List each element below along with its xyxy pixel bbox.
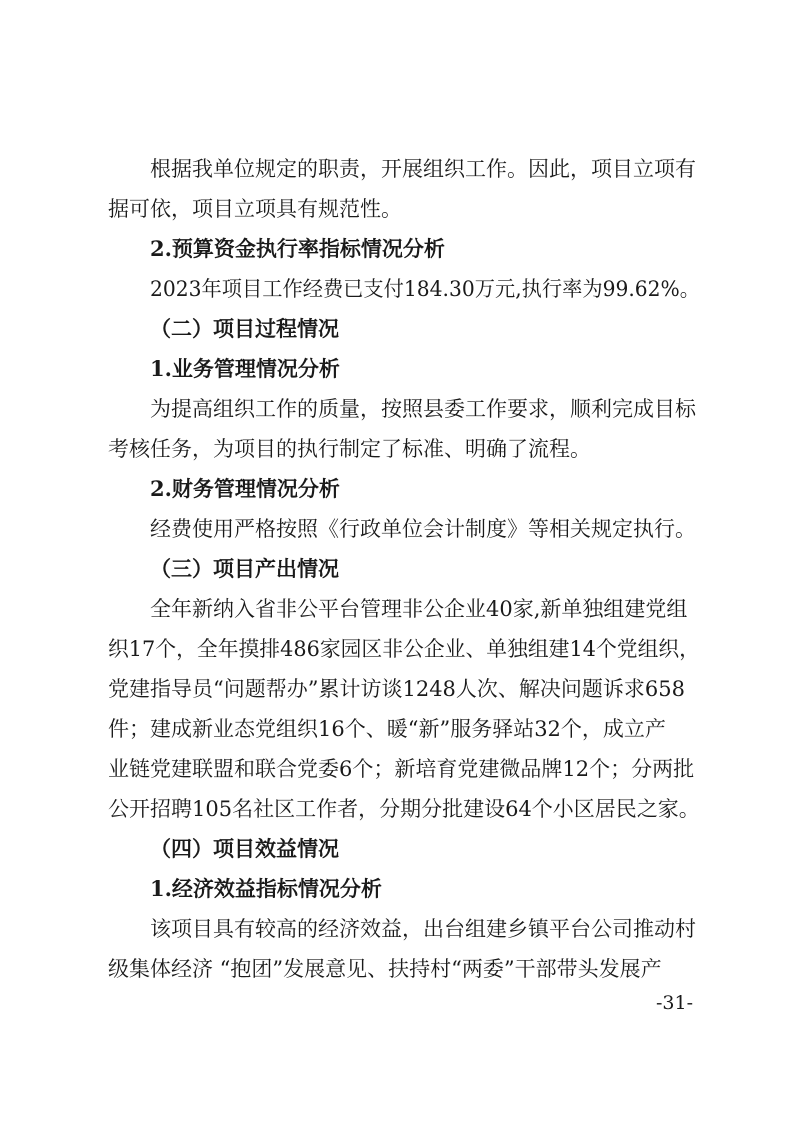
paragraph-line: 2023年项目工作经费已支付184.30万元,执行率为99.62%。 bbox=[150, 277, 700, 301]
paragraph-line: 该项目具有较高的经济效益，出台组建乡镇平台公司推动村 bbox=[150, 917, 696, 941]
paragraph-line: 级集体经济 “抱团”发展意见、扶持村“两委”干部带头发展产 bbox=[108, 957, 662, 981]
section-heading: 2.财务管理情况分析 bbox=[150, 476, 340, 501]
paragraph-line: 织17个，全年摸排486家园区非公企业、单独组建14个党组织， bbox=[108, 637, 700, 661]
paragraph-line: 件；建成新业态党组织16个、暖“新”服务驿站32个，成立产 bbox=[108, 717, 666, 741]
page-number: -31- bbox=[655, 992, 693, 1014]
paragraph-line: 据可依，项目立项具有规范性。 bbox=[108, 197, 402, 221]
paragraph-line: 业链党建联盟和联合党委6个；新培育党建微品牌12个；分两批 bbox=[108, 757, 695, 781]
paragraph-line: 考核任务，为项目的执行制定了标准、明确了流程。 bbox=[108, 437, 591, 461]
section-heading: 1.业务管理情况分析 bbox=[150, 356, 340, 381]
section-heading: （三）项目产出情况 bbox=[150, 556, 339, 581]
paragraph-line: 为提高组织工作的质量，按照县委工作要求，顺利完成目标 bbox=[150, 397, 696, 421]
paragraph-line: 党建指导员“问题帮办”累计访谈1248人次、解决问题诉求658 bbox=[108, 677, 685, 701]
section-heading: 1.经济效益指标情况分析 bbox=[150, 876, 382, 901]
section-heading: （四）项目效益情况 bbox=[150, 836, 339, 861]
paragraph-line: 根据我单位规定的职责，开展组织工作。因此，项目立项有 bbox=[150, 157, 696, 181]
paragraph-line: 经费使用严格按照《行政单位会计制度》等相关规定执行。 bbox=[150, 517, 696, 541]
paragraph-line: 全年新纳入省非公平台管理非公企业40家,新单独组建党组 bbox=[150, 597, 688, 621]
paragraph-line: 公开招聘105名社区工作者，分期分批建设64个小区居民之家。 bbox=[108, 797, 700, 821]
section-heading: 2.预算资金执行率指标情况分析 bbox=[150, 236, 445, 261]
section-heading: （二）项目过程情况 bbox=[150, 316, 339, 341]
